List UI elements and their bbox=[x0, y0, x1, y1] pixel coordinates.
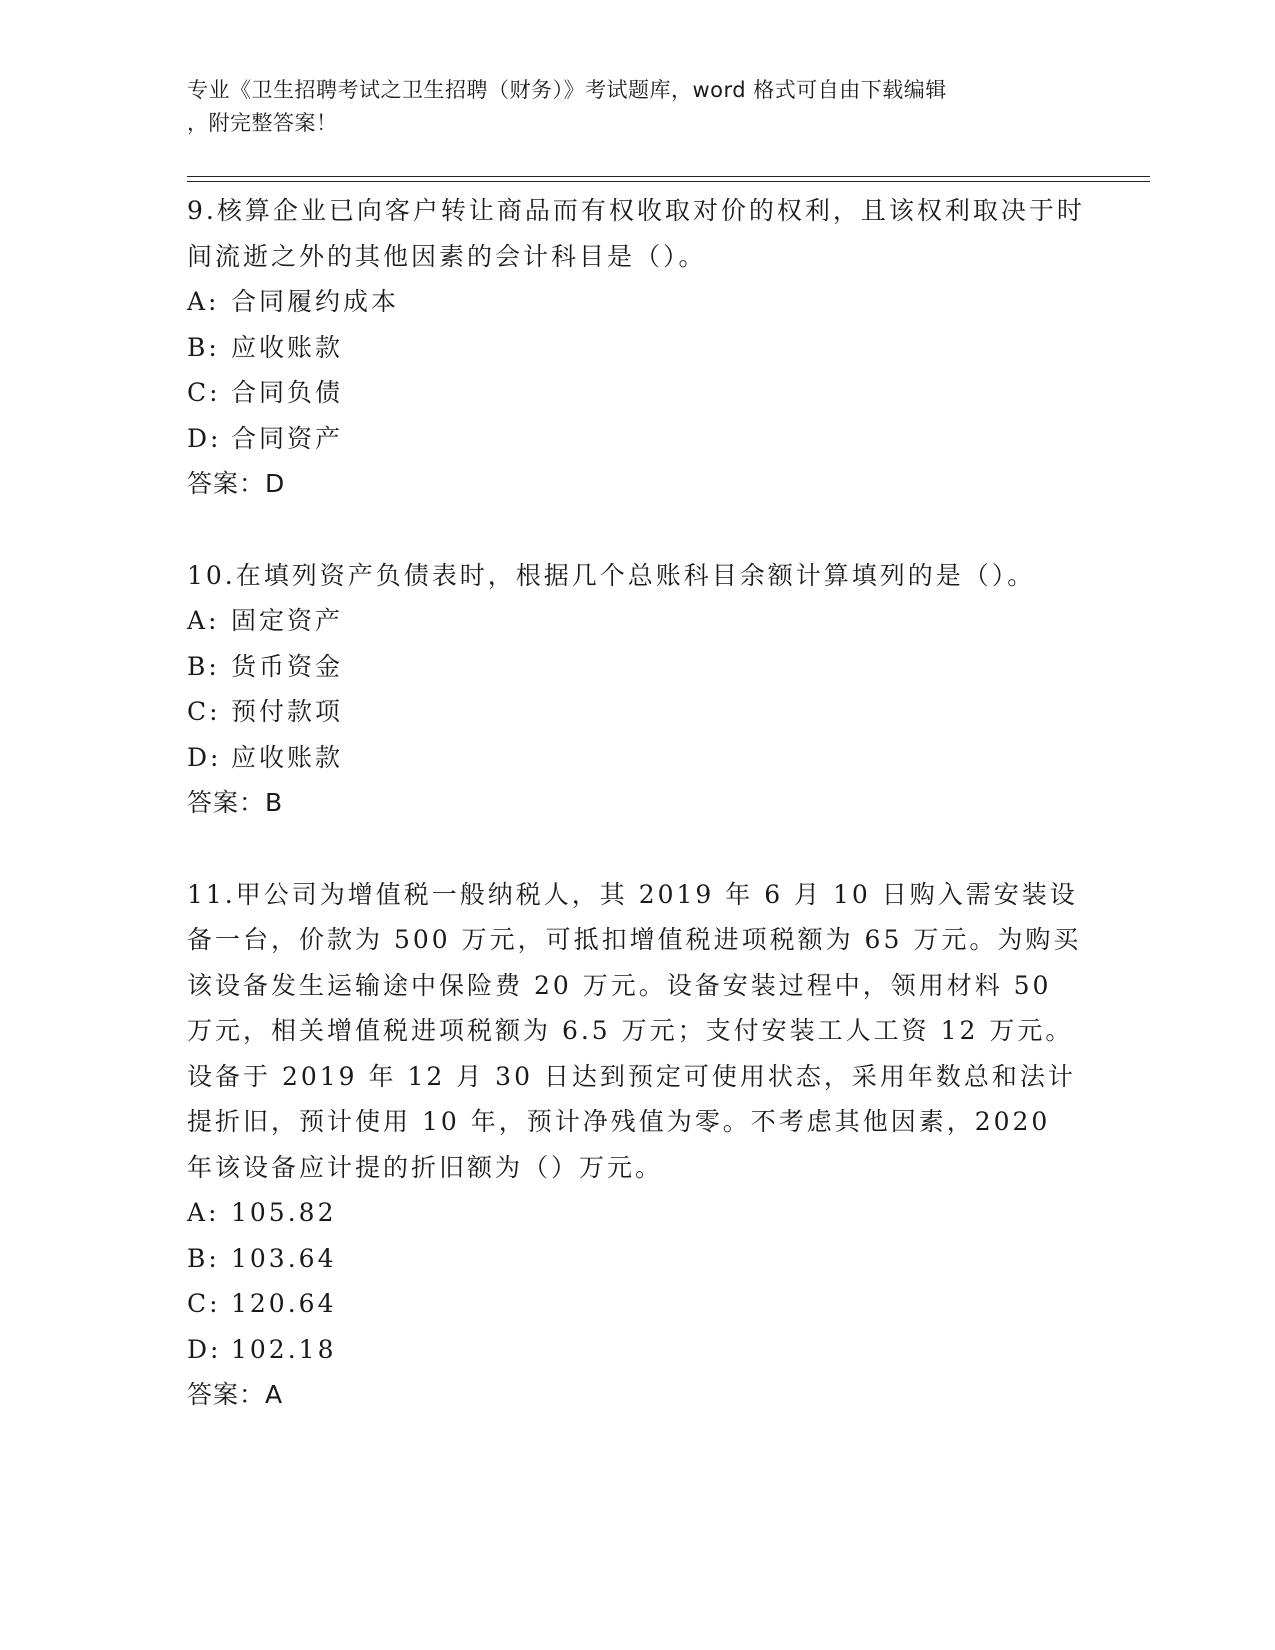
header-divider-bottom bbox=[187, 181, 1150, 182]
option-text: 应收账款 bbox=[231, 742, 344, 772]
option-a bbox=[187, 279, 1087, 325]
option-text: 合同负债 bbox=[231, 378, 344, 407]
option-text: 105.82 bbox=[231, 1198, 337, 1227]
option-text: 应收账款 bbox=[231, 332, 344, 362]
option-label: B: bbox=[187, 1243, 220, 1273]
option-label: A: bbox=[187, 1198, 220, 1227]
option-c bbox=[187, 1281, 1087, 1327]
option-label: A: bbox=[187, 606, 220, 635]
header-divider-top bbox=[187, 176, 1150, 177]
option-text: 合同资产 bbox=[231, 423, 344, 453]
option-d bbox=[187, 416, 1087, 462]
option-d bbox=[187, 1327, 1087, 1373]
option-d bbox=[187, 735, 1087, 781]
option-b bbox=[187, 1236, 1087, 1282]
option-label: D: bbox=[187, 742, 222, 772]
answer-line: 答案：A bbox=[187, 1380, 284, 1409]
option-a bbox=[187, 598, 1087, 644]
option-text: 固定资产 bbox=[231, 606, 344, 635]
header-line-1: 专业《卫生招聘考试之卫生招聘（财务）》考试题库，word 格式可自由下载编辑 bbox=[187, 78, 947, 102]
answer-line: 答案：B bbox=[187, 788, 284, 817]
option-c bbox=[187, 370, 1087, 416]
option-label: D: bbox=[187, 1334, 222, 1364]
option-label: A: bbox=[187, 287, 220, 316]
question-9 bbox=[187, 188, 1087, 507]
option-label: B: bbox=[187, 651, 220, 681]
option-label: C: bbox=[187, 697, 221, 726]
header-line-2: ，附完整答案！ bbox=[187, 111, 338, 135]
question-10 bbox=[187, 553, 1087, 826]
question-stem: 10.在填列资产负债表时，根据几个总账科目余额计算填列的是（）。 bbox=[187, 560, 1036, 590]
option-label: C: bbox=[187, 1289, 221, 1318]
option-label: B: bbox=[187, 332, 220, 362]
answer-line: 答案：D bbox=[187, 469, 286, 498]
option-text: 103.64 bbox=[231, 1243, 337, 1273]
question-list bbox=[187, 188, 1087, 1464]
option-text: 102.18 bbox=[231, 1334, 337, 1364]
option-a bbox=[187, 1190, 1087, 1236]
option-label: C: bbox=[187, 378, 221, 407]
question-stem: 11.甲公司为增值税一般纳税人，其 2019 年 6 月 10 日购入需安装设备一台，价款为 500 万元，可抵扣增值税进项税额为 65 万元。为购买该设备发生运输途中保险费 20 万元。设备安装过程中，领用材料 50 万元，相关增值税进项税额为 6.5 万元；支付安装工人工资 12 万元。设备于 2019 年 12 月 30 日达到预定可使用状态，采用年数总和法计提折旧，预计使用 10 年，预计净残值为零。不考虑其他因素，2020 年该设备应计提的折旧额为（）万元。 bbox=[187, 879, 1082, 1182]
option-c bbox=[187, 689, 1087, 735]
option-text: 120.64 bbox=[231, 1289, 337, 1318]
question-11 bbox=[187, 872, 1087, 1418]
option-text: 货币资金 bbox=[231, 651, 344, 681]
option-text: 合同履约成本 bbox=[231, 287, 400, 316]
option-text: 预付款项 bbox=[231, 697, 344, 726]
document-header bbox=[187, 74, 1067, 140]
option-b bbox=[187, 325, 1087, 371]
question-stem: 9.核算企业已向客户转让商品而有权收取对价的权利，且该权利取决于时间流逝之外的其他因素的会计科目是（）。 bbox=[187, 196, 1085, 271]
option-b bbox=[187, 644, 1087, 690]
option-label: D: bbox=[187, 423, 222, 453]
